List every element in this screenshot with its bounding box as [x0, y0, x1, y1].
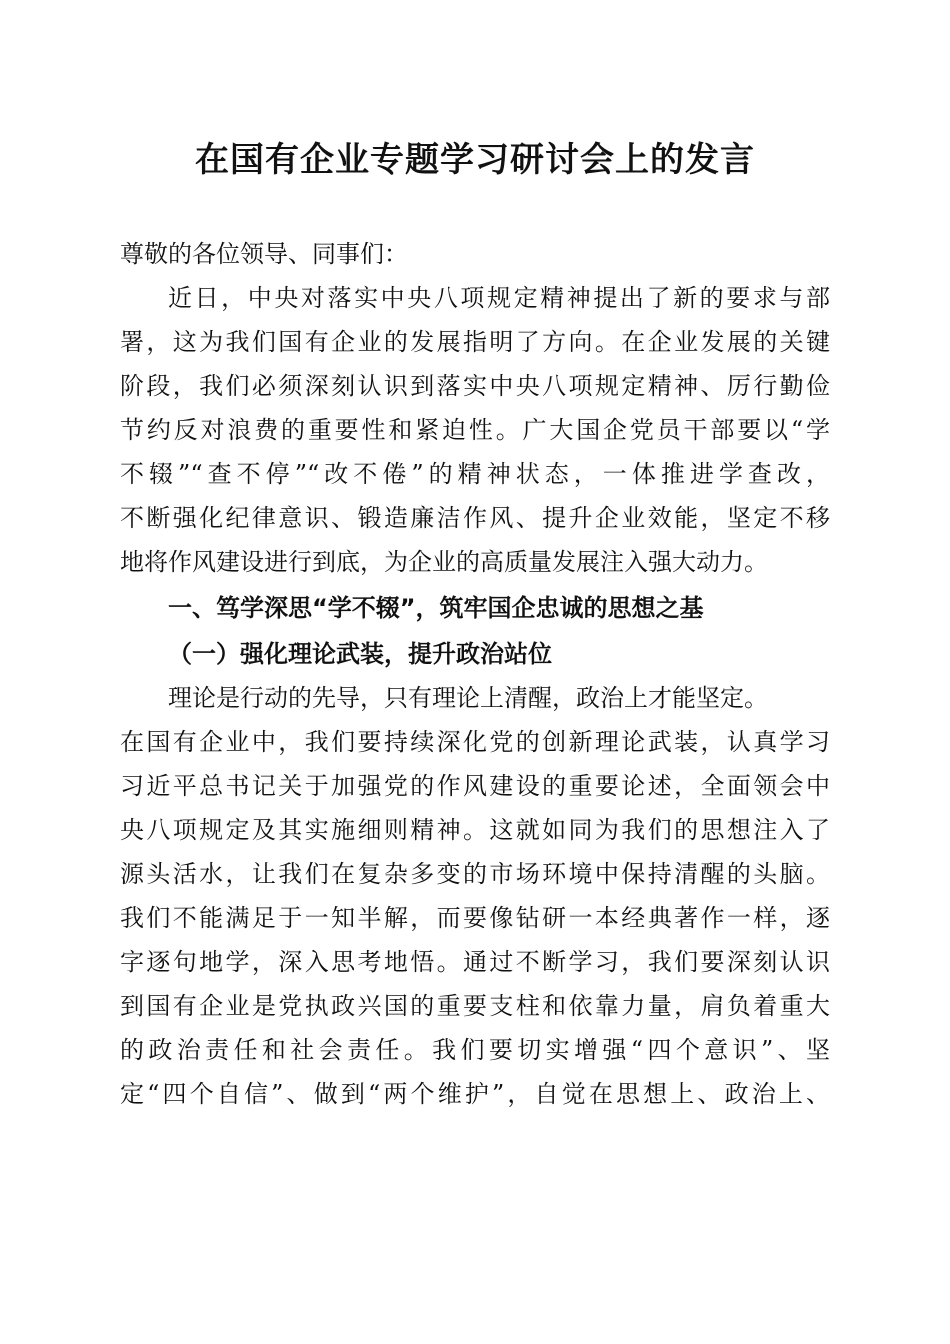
paragraph-2-line: 字逐句地学，深入思考地悟。通过不断学习，我们要深刻认识 [120, 948, 830, 976]
section-heading: 一、笃学深思“学不辍”，筑牢国企忠诚的思想之基 [168, 594, 704, 622]
salutation: 尊敬的各位领导、同事们： [120, 240, 408, 268]
subsection-heading: （一）强化理论武装，提升政治站位 [168, 639, 552, 668]
paragraph-2-line: 我们不能满足于一知半解，而要像钻研一本经典著作一样，逐 [120, 904, 830, 932]
paragraph-2-line: 在国有企业中，我们要持续深化党的创新理论武装，认真学习 [120, 728, 830, 756]
document-title: 在国有企业专题学习研讨会上的发言 [195, 140, 755, 180]
paragraph-1-line: 不辍”“查不停”“改不倦”的精神状态，一体推进学查改， [120, 460, 830, 488]
paragraph-1-line: 地将作风建设进行到底，为企业的高质量发展注入强大动力。 [120, 548, 768, 576]
paragraph-2-line: 到国有企业是党执政兴国的重要支柱和依靠力量，肩负着重大 [120, 992, 830, 1020]
paragraph-1-line: 阶段，我们必须深刻认识到落实中央八项规定精神、厉行勤俭 [120, 372, 830, 400]
paragraph-1-line: 署，这为我们国有企业的发展指明了方向。在企业发展的关键 [120, 328, 830, 356]
paragraph-1-line: 不断强化纪律意识、锻造廉洁作风、提升企业效能，坚定不移 [120, 504, 830, 532]
paragraph-2-line: 习近平总书记关于加强党的作风建设的重要论述，全面领会中 [120, 772, 830, 800]
paragraph-2-line: 源头活水，让我们在复杂多变的市场环境中保持清醒的头脑。 [120, 860, 830, 888]
paragraph-2-line: 理论是行动的先导，只有理论上清醒，政治上才能坚定。 [168, 684, 768, 712]
paragraph-1-line: 近日，中央对落实中央八项规定精神提出了新的要求与部 [168, 284, 830, 312]
paragraph-2-line: 定“四个自信”、做到“两个维护”，自觉在思想上、政治上、 [120, 1080, 830, 1108]
paragraph-2-line: 的政治责任和社会责任。我们要切实增强“四个意识”、坚 [120, 1036, 830, 1064]
paragraph-2-line: 央八项规定及其实施细则精神。这就如同为我们的思想注入了 [120, 816, 830, 844]
paragraph-1-line: 节约反对浪费的重要性和紧迫性。广大国企党员干部要以“学 [120, 416, 830, 444]
